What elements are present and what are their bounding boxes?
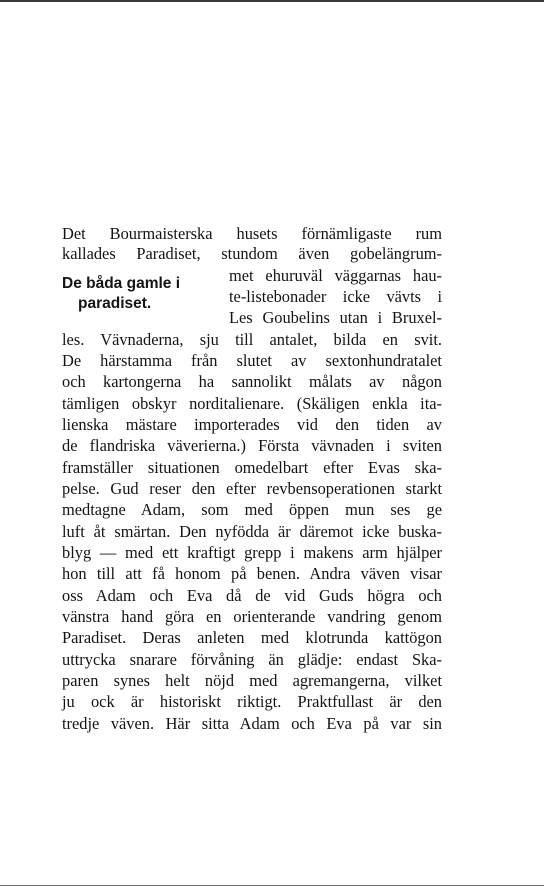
text-line: vänstra hand göra en orienterande vandring genom — [62, 607, 442, 626]
text-line: tredje väven. Här sitta Adam och Eva på var sin — [62, 714, 442, 733]
text-line: les. Vävnaderna, sju till antalet, bilda en svit. — [62, 330, 442, 349]
text-line: te-listebonader icke vävts i — [229, 287, 442, 306]
bottom-edge-rule — [0, 885, 544, 886]
text-line: oss Adam och Eva då de vid Guds högra och — [62, 586, 442, 605]
text-line: Det Bourmaisterska husets förnämligaste rum — [62, 224, 442, 243]
text-line: luft åt smärtan. Den nyfödda är däremot icke buska- — [62, 522, 442, 541]
margin-note-line-1: De båda gamle i — [62, 275, 181, 292]
margin-note — [62, 274, 222, 314]
text-line: framställer situationen omedelbart efter Evas ska- — [62, 458, 442, 477]
text-line: hon till att få honom på benen. Andra väven visar — [62, 564, 442, 583]
text-line: kallades Paradiset, stundom även gobelängrum- — [62, 244, 442, 263]
text-line: och kartongerna ha sannolikt målats av någon — [62, 372, 442, 391]
text-line: De härstamma från slutet av sextonhundratalet — [62, 351, 442, 370]
text-line: met ehuruväl väggarnas hau- — [229, 266, 442, 285]
text-line: paren synes helt nöjd med agremangerna, vilket — [62, 671, 442, 690]
margin-note-line-2: paradiset. — [78, 295, 152, 312]
text-line: uttrycka snarare förvåning än glädje: endast Ska- — [62, 650, 442, 669]
text-line: de flandriska väverierna.) Första vävnaden i sviten — [62, 436, 442, 455]
text-line: tämligen obskyr norditalienare. (Skäligen enkla ita- — [62, 394, 442, 413]
text-line: lienska mästare importerades vid den tiden av — [62, 415, 442, 434]
text-line: Paradiset. Deras anleten med klotrunda kattögon — [62, 628, 442, 647]
text-line: Les Goubelins utan i Bruxel- — [229, 308, 442, 327]
text-line: blyg — med ett kraftigt grepp i makens arm hjälper — [62, 543, 442, 562]
top-edge-rule — [0, 0, 544, 2]
text-line: ju ock är historiskt riktigt. Praktfullast är den — [62, 692, 442, 711]
text-line: pelse. Gud reser den efter revbensoperationen starkt — [62, 479, 442, 498]
text-line: medtagne Adam, som med öppen mun ses ge — [62, 500, 442, 519]
